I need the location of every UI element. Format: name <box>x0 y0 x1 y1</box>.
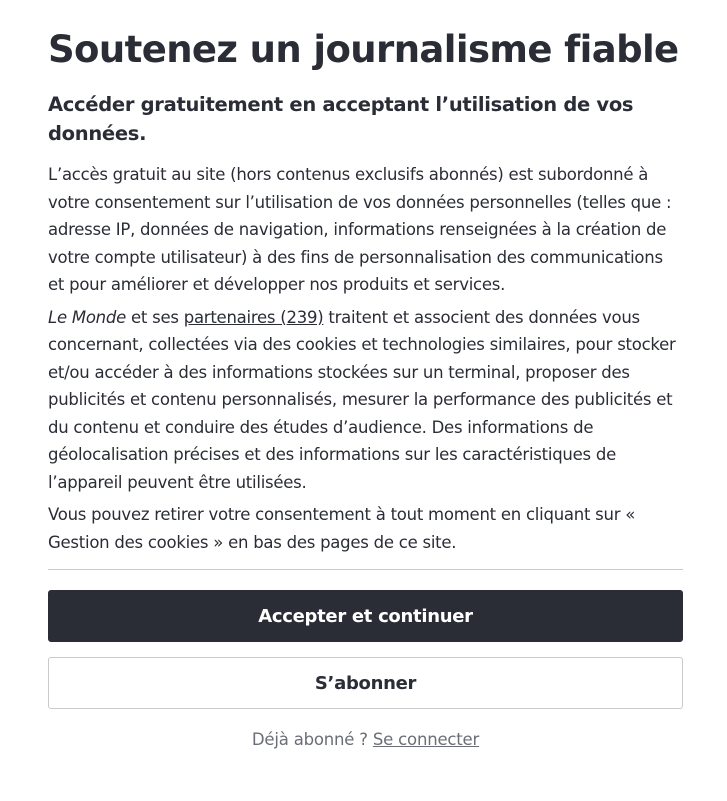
accept-and-continue-button[interactable]: Accepter et continuer <box>48 590 683 642</box>
modal-title: Soutenez un journalisme fiable <box>48 28 679 71</box>
subscribe-button[interactable]: S’abonner <box>48 657 683 709</box>
login-footer <box>48 728 683 752</box>
divider <box>48 569 683 570</box>
modal-subtitle: Accéder gratuitement en acceptant l’utilisation de vos données. <box>48 93 634 145</box>
brand-name: Le Monde <box>48 307 127 327</box>
paragraph-2-text-before-link: et ses <box>126 307 184 327</box>
consent-paragraph-3: Vous pouvez retirer votre consentement à tout moment en cliquant sur « Gestion des cookies » en bas des pages de ce site. <box>48 505 636 552</box>
login-link[interactable]: Se connecter <box>372 730 480 749</box>
consent-paragraph-2 <box>48 304 683 497</box>
already-subscribed-text: Déjà abonné ? <box>251 730 368 749</box>
paragraph-2-text-after-link: traitent et associent des données vous concernant, collectées via des cookies et technologies similaires, pour stocker et/ou accéder à des informations stockées sur un terminal, proposer des publicités et contenu personnalisés, mesurer la performance des publicités et du contenu et conduire des études d’audience. Des informations de géolocalisation précises et des informations sur les caractéristiques de l’appareil peuvent être utilisées. <box>48 307 676 492</box>
partners-link[interactable]: partenaires (239) <box>183 307 324 327</box>
consent-paragraph-1: L’accès gratuit au site (hors contenus exclusifs abonnés) est subordonné à votre consentement sur l’utilisation de vos données personnelles (telles que : adresse IP, données de navigation, informations renseignées à la création de votre compte utilisateur) à des fins de personnalisation des communications et pour améliorer et développer nos produits et services. <box>48 165 672 294</box>
